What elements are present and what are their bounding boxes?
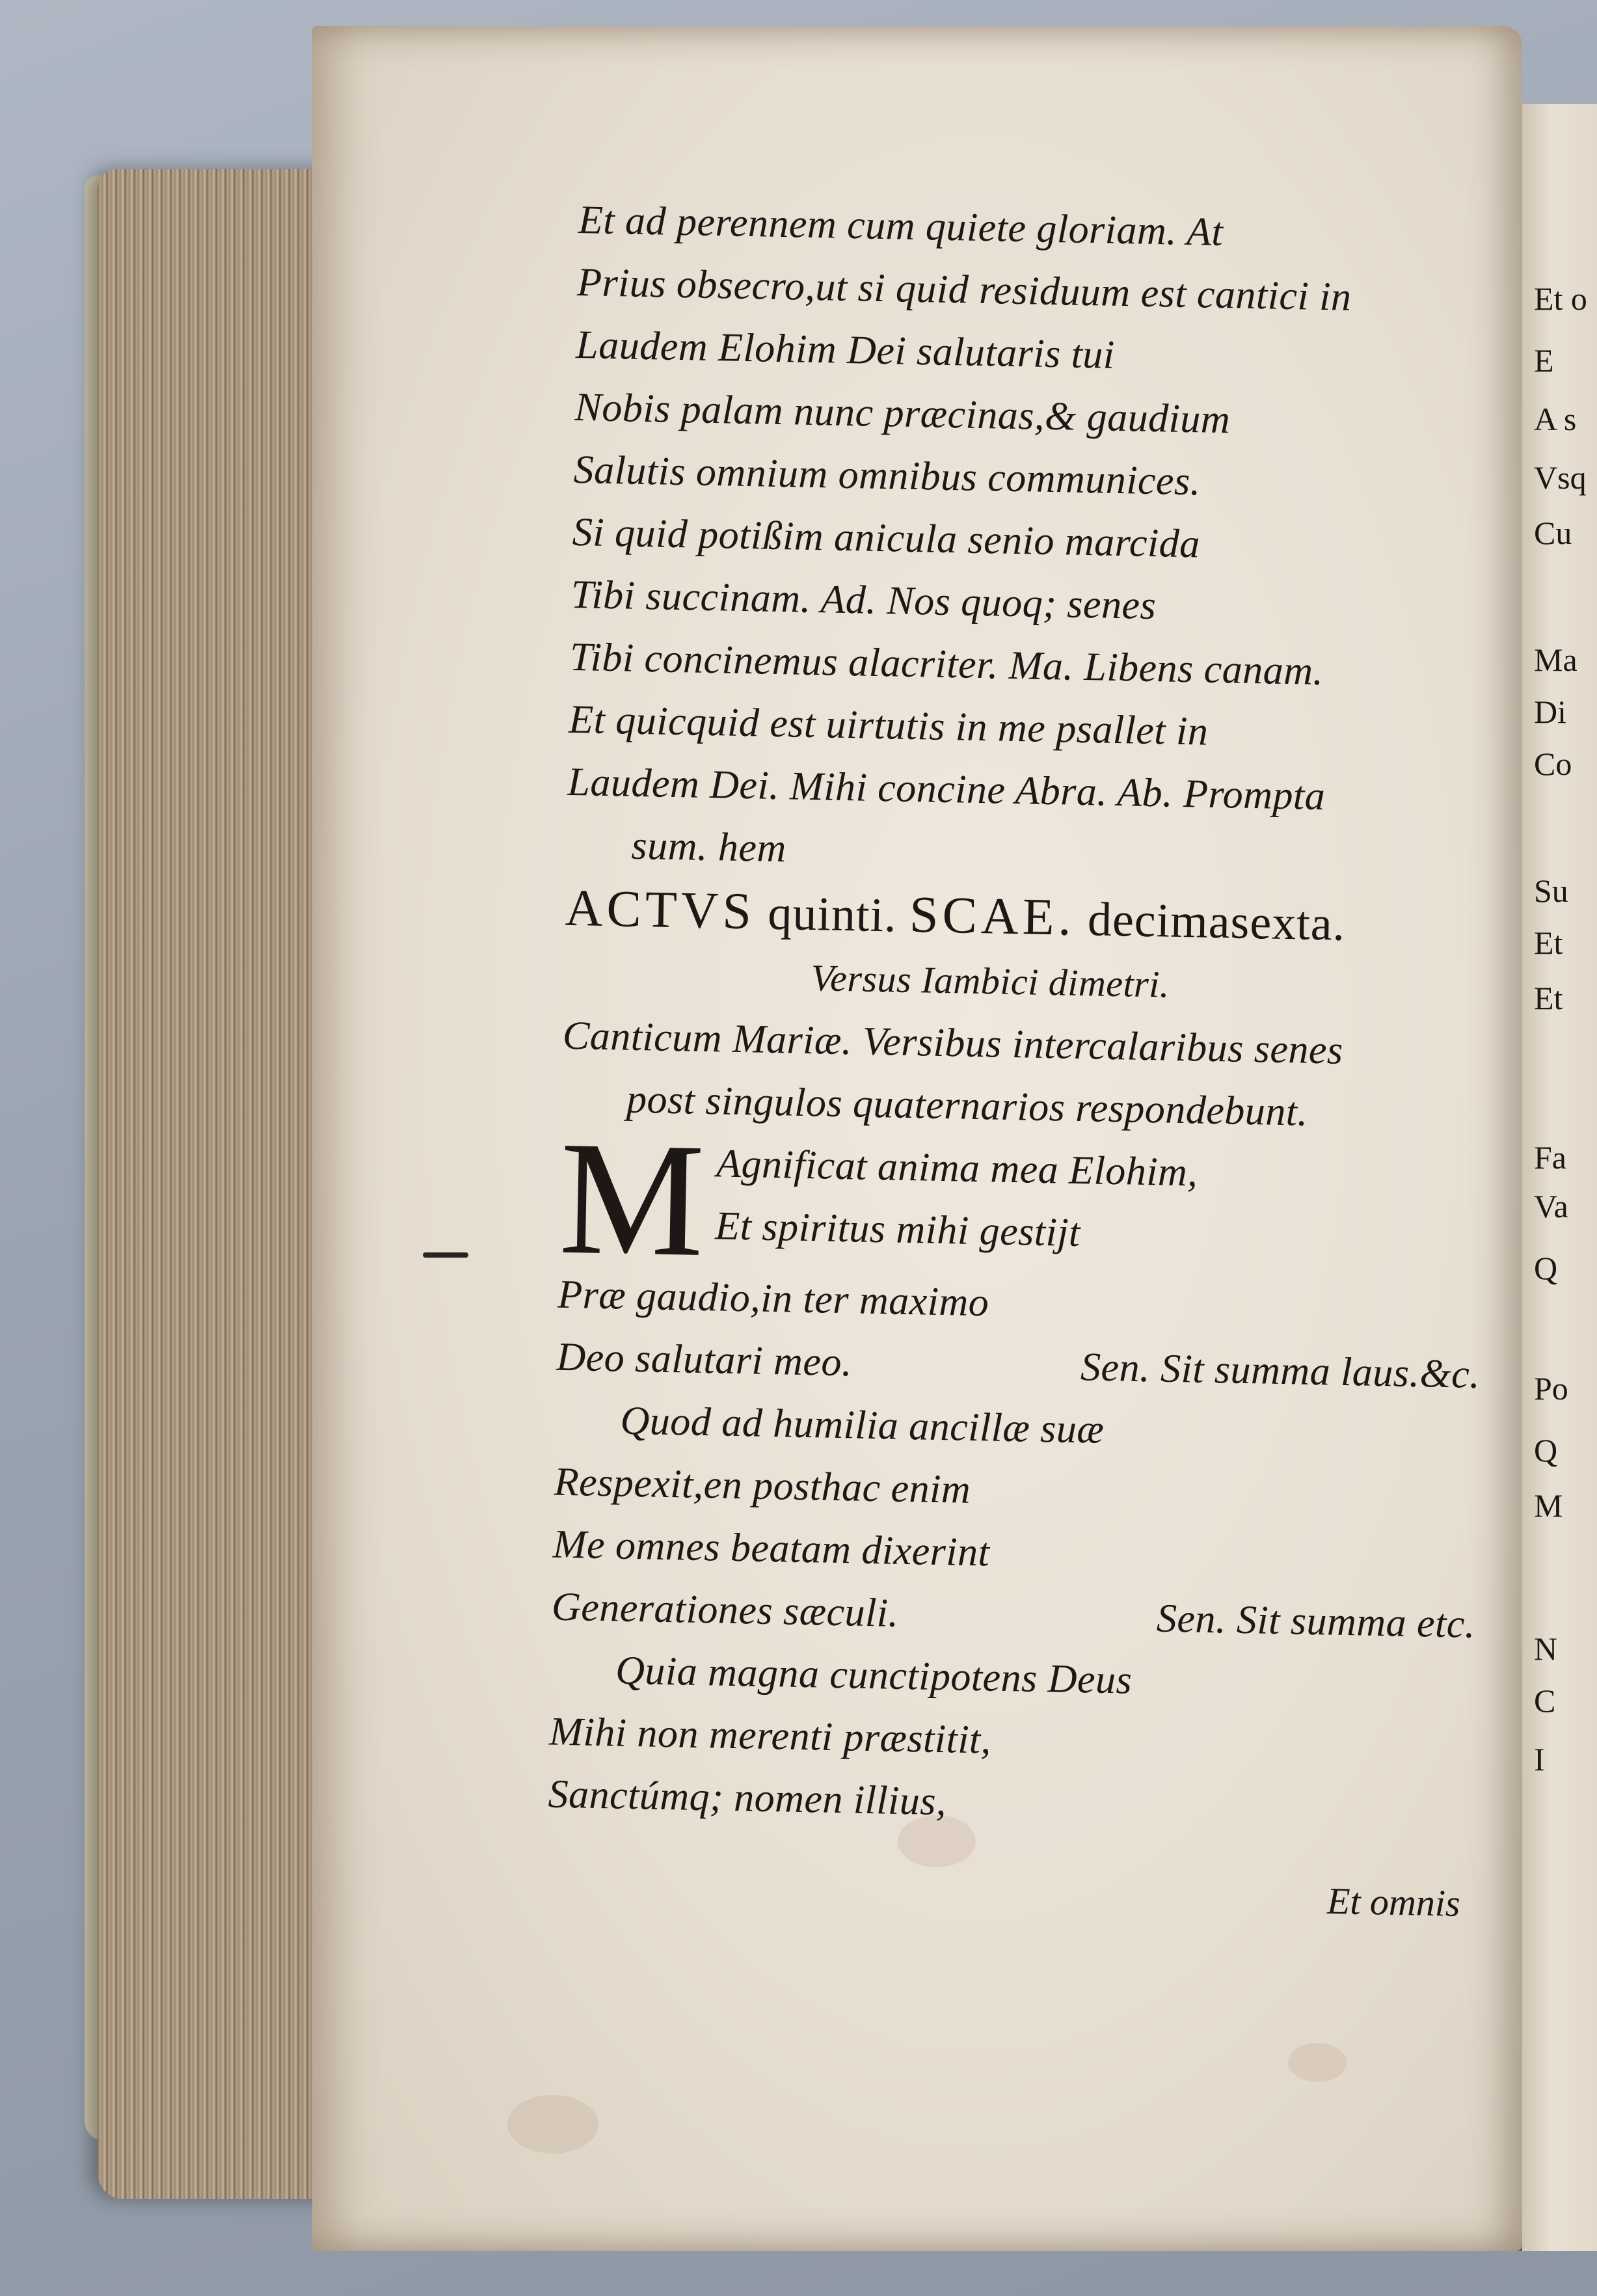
text-line: Salutis omnium omnibus communices.: [573, 447, 1201, 504]
heading-rest: decimasexta.: [1087, 893, 1346, 951]
heading-quinti: quinti.: [767, 886, 898, 943]
paper-stain: [1288, 2043, 1347, 2082]
right-page-fragment-text: E: [1534, 342, 1554, 379]
dropcap-lines: [715, 1132, 1199, 1266]
verse-text: Generationes sæculi.: [551, 1584, 900, 1636]
page-edges: [98, 169, 345, 2199]
text-line: Tibi concinemus alacriter. Ma. Libens canam.: [569, 634, 1324, 694]
canticum-line: Canticum Mariæ. Versibus intercalaribus senes: [562, 1013, 1344, 1073]
verse-text: Deo salutari meo.: [556, 1334, 853, 1385]
verse-line: Quia magna cunctipotens Deus: [615, 1648, 1133, 1703]
right-page-fragment-text: A s: [1534, 401, 1577, 437]
subheading: Versus Iambici dimetri.: [811, 956, 1170, 1006]
margin-mark: [423, 1252, 468, 1258]
heading-scae: SCAE.: [909, 885, 1076, 947]
text-line: Laudem Elohim Dei salutaris tui: [575, 322, 1116, 377]
verse-line: Præ gaudio,in ter maximo: [557, 1272, 989, 1325]
right-page-fragment-text: C: [1534, 1682, 1556, 1719]
canticum-line: post singulos quaternarios respondebunt.: [626, 1077, 1309, 1135]
text-line-continuation: sum. hem: [630, 823, 787, 871]
text-line: Prius obsecro,ut si quid residuum est cantici in: [576, 260, 1352, 319]
text-line: Tibi succinam. Ad. Nos quoq; senes: [570, 572, 1157, 628]
right-page-fragment-text: Cu: [1534, 515, 1572, 551]
refrain-text: Sen. Sit summa etc.: [1156, 1596, 1476, 1647]
right-page-fragment-text: I: [1534, 1741, 1545, 1777]
refrain-text: Sen. Sit summa laus.&c.: [1080, 1345, 1481, 1397]
right-page-fragment-text: Q: [1534, 1250, 1558, 1286]
right-page-fragment-text: Va: [1534, 1188, 1568, 1224]
right-page-fragment-text: Q: [1534, 1432, 1558, 1468]
text-line: Et quicquid est uirtutis in me psallet in: [568, 697, 1209, 754]
right-page-fragment-text: Et: [1534, 925, 1563, 961]
right-page-fragment-text: Po: [1534, 1370, 1568, 1407]
right-page-fragment-text: M: [1534, 1487, 1563, 1524]
right-page-fragment: [1522, 104, 1597, 2251]
verse-line: Et spiritus mihi gestijt: [714, 1204, 1081, 1256]
right-page-fragment-text: Co: [1534, 746, 1572, 782]
right-page-fragment-text: Et: [1534, 980, 1563, 1016]
drop-cap: M: [557, 1107, 706, 1291]
right-page-fragment-text: N: [1534, 1630, 1558, 1667]
page-text: [548, 189, 1503, 1843]
right-page-fragment-text: Vsq: [1534, 459, 1587, 496]
right-page-fragment-text: Fa: [1534, 1139, 1566, 1176]
paper-stain: [507, 2095, 598, 2154]
catchword: Et omnis: [1326, 1880, 1461, 1925]
text-line: Laudem Dei. Mihi concine Abra. Ab. Prompta: [567, 759, 1326, 819]
text-line: Et ad perennem cum quiete gloriam. At: [578, 197, 1224, 255]
right-page-fragment-text: Ma: [1534, 642, 1577, 678]
right-page-fragment-text: Di: [1534, 694, 1566, 730]
verse-line: Agnificat anima mea Elohim,: [716, 1141, 1198, 1195]
verse-line: Respexit,en posthac enim: [554, 1459, 971, 1512]
text-line: Nobis palam nunc præcinas,& gaudium: [574, 385, 1231, 442]
text-lines-top: [567, 189, 1503, 831]
right-page-fragment-text: Et o: [1534, 280, 1587, 317]
heading-actus: ACTVS: [564, 879, 756, 941]
dropcap-verse: [557, 1107, 1484, 1291]
verse-line: Me omnes beatam dixerint: [552, 1522, 990, 1575]
right-page-fragment-text: Su: [1534, 872, 1568, 909]
verse-line: Sanctúmq; nomen illius,: [547, 1772, 947, 1824]
verse-line: Mihi non merenti præstitit,: [548, 1709, 992, 1763]
text-line: Si quid potißim anicula senio marcida: [572, 509, 1201, 567]
verse-line: Quod ad humilia ancillæ suæ: [620, 1398, 1105, 1452]
